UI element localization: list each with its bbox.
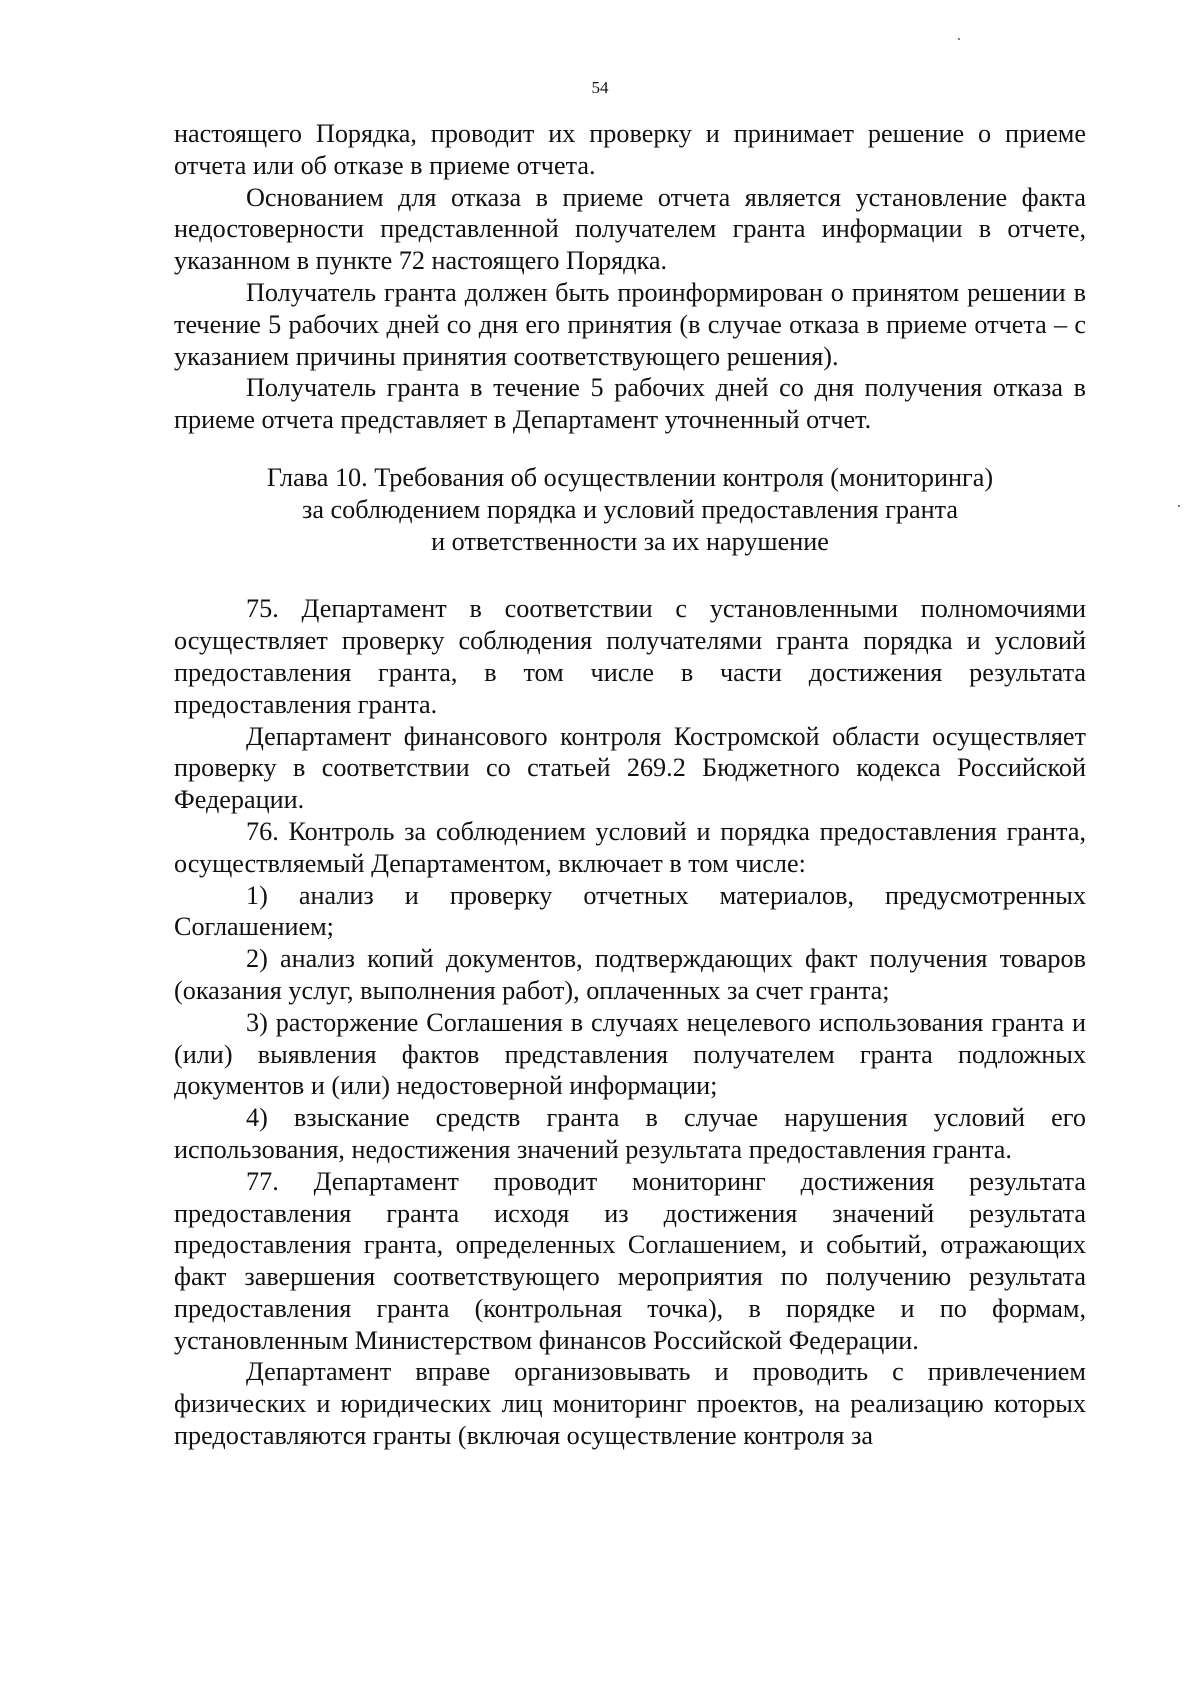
list-item-4: 4) взыскание средств гранта в случае нарушения условий его использования, недостижения значений результата предоставления гранта. [174,1103,1086,1164]
paragraph-item-76: 76. Контроль за соблюдением условий и порядка предоставления гранта, осуществляемый Департаментом, включает в том числе: [174,816,1086,878]
chapter-heading-line: Глава 10. Требования об осуществлении контроля (мониторинга) [266,462,994,492]
paragraph-financial-control: Департамент финансового контроля Костромской области осуществляет проверку в соответствии со статьей 269.2 Бюджетного кодекса Российской Федерации. [174,721,1086,815]
paragraph-monitoring: Департамент вправе организовывать и проводить с привлечением физических и юридических лиц мониторинг проектов, на реализацию которых предоставляются гранты (включая осуществление контроля за [174,1357,1086,1451]
scan-speck [958,38,960,40]
paragraph-notification: Получатель гранта должен быть проинформирован о принятом решении в течение 5 рабочих дней со дня его принятия (в случае отказа в приеме отчета – с указанием причины принятия соответствующего решения). [174,277,1086,371]
list-item-2: 2) анализ копий документов, подтверждающих факт получения товаров (оказания услуг, выполнения работ), оплаченных за счет гранта; [174,944,1086,1005]
paragraph-item-75: 75. Департамент в соответствии с установленными полномочиями осуществляет проверку соблюдения получателями гранта порядка и условий предоставления гранта, в том числе в части достижения результата предоставления гранта. [174,594,1086,719]
list-item-1: 1) анализ и проверку отчетных материалов, предусмотренных Соглашением; [174,880,1086,942]
chapter-heading-line: и ответственности за их нарушение [431,526,829,556]
chapter-heading-line: за соблюдением порядка и условий предоставления гранта [301,494,959,524]
list-item-3: 3) расторжение Соглашения в случаях нецелевого использования гранта и (или) выявления фактов представления получателем гранта подложных документов и (или) недостоверной информации; [174,1007,1086,1101]
paragraph-continuation: настоящего Порядка, проводит их проверку и принимает решение о приеме отчета или об отказе в приеме отчета. [174,119,1086,180]
paragraph-revised-report: Получатель гранта в течение 5 рабочих дней со дня получения отказа в приеме отчета представляет в Департамент уточненный отчет. [174,373,1086,435]
scan-speck [1178,505,1180,507]
document-body [174,118,1086,1452]
page-number: 54 [591,78,609,97]
paragraph-refusal-grounds: Основанием для отказа в приеме отчета является установление факта недостоверности представленной получателем гранта информации в отчете, указанном в пункте 72 настоящего Порядка. [174,182,1086,276]
paragraph-item-77: 77. Департамент проводит мониторинг достижения результата предоставления гранта исходя из достижения значений результата предоставления гранта, определенных Соглашением, и событий, отражающих факт завершения соответствующего мероприятия по получению результата предоставления гранта (контрольная точка), в порядке и по формам, установленным Министерством финансов Российской Федерации. [174,1166,1086,1355]
chapter-heading [174,462,1086,557]
